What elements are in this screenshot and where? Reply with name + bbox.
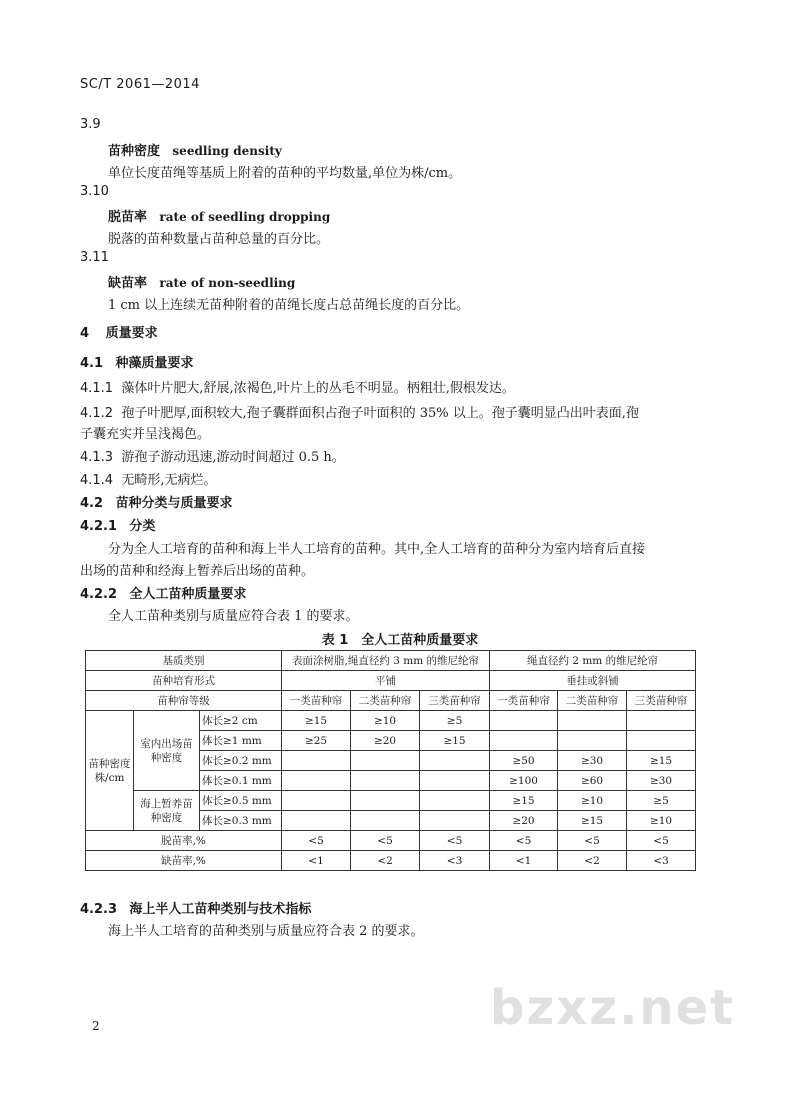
standard-number-header: SC/T 2061—2014 — [80, 77, 200, 92]
value-cell — [351, 771, 420, 791]
value-cell — [282, 791, 351, 811]
clause-paragraph — [80, 469, 216, 488]
subsection-title: 苗种分类与质量要求 — [115, 496, 233, 511]
term-heading — [108, 272, 295, 291]
grade-cell: 一类苗种帘 — [490, 691, 558, 711]
clause-number: 4.1.3 — [80, 450, 114, 465]
value-cell — [490, 711, 558, 731]
value-cell: <2 — [351, 851, 420, 871]
quality-table — [85, 650, 696, 871]
term-en: rate of seedling dropping — [159, 210, 331, 224]
value-cell: <5 — [558, 831, 627, 851]
value-cell — [558, 731, 627, 751]
value-cell: ≥5 — [420, 711, 490, 731]
clause-title: 分类 — [129, 519, 156, 534]
table-caption: 表 1 全人工苗种质量要求 — [321, 633, 479, 648]
term-definition: 单位长度苗绳等基质上附着的苗种的平均数量,单位为株/cm。 — [108, 166, 462, 181]
clause-text: 分为全人工培育的苗种和海上半人工培育的苗种。其中,全人工培育的苗种分为室内培育后直接 — [108, 542, 646, 557]
value-cell — [627, 731, 696, 751]
clause-text: 游孢子游动迅速,游动时间超过 0.5 h。 — [121, 450, 345, 465]
header-cell: 垂挂或斜铺 — [490, 671, 696, 691]
clause-heading — [80, 898, 311, 917]
value-cell: ≥10 — [351, 711, 420, 731]
value-cell: <1 — [282, 851, 351, 871]
header-cell: 苗种帘等级 — [86, 691, 282, 711]
clause-text: 海上半人工培育的苗种类别与质量应符合表 2 的要求。 — [108, 924, 424, 939]
grade-cell: 三类苗种帘 — [627, 691, 696, 711]
header-cell: 苗种培育形式 — [86, 671, 282, 691]
section-title: 质量要求 — [105, 326, 158, 341]
term-definition: 1 cm 以上连续无苗种附着的苗绳长度占总苗绳长度的百分比。 — [108, 298, 470, 313]
header-cell: 绳直径约 2 mm 的维尼纶帘 — [490, 651, 696, 671]
value-cell: <5 — [282, 831, 351, 851]
density-label-cell: 苗种密度株/cm — [86, 711, 134, 831]
clause-text: 全人工苗种类别与质量应符合表 1 的要求。 — [108, 609, 359, 624]
value-cell — [351, 791, 420, 811]
clause-text: 孢子叶肥厚,面积较大,孢子囊群面积占孢子叶面积的 35% 以上。孢子囊明显凸出叶表面,孢 — [121, 406, 639, 421]
table-header-row — [86, 691, 696, 711]
value-cell: ≥15 — [627, 751, 696, 771]
term-en: rate of non-seedling — [159, 276, 296, 290]
value-cell: ≥30 — [558, 751, 627, 771]
subsection-heading — [80, 492, 232, 511]
value-cell: <3 — [627, 851, 696, 871]
clause-number: 4.1.2 — [80, 406, 114, 421]
value-cell — [420, 771, 490, 791]
condition-cell: 体长≥0.3 mm — [200, 811, 282, 831]
section-number: 4 — [80, 326, 90, 341]
clause-paragraph — [80, 446, 345, 465]
term-zh: 苗种密度 — [108, 144, 161, 159]
value-cell — [558, 711, 627, 731]
drop-rate-label: 脱苗率,% — [86, 831, 282, 851]
value-cell: ≥50 — [490, 751, 558, 771]
clause-paragraph — [80, 402, 639, 421]
clause-number: 4.2.2 — [80, 587, 118, 602]
condition-cell: 体长≥0.5 mm — [200, 791, 282, 811]
subsection-number: 4.2 — [80, 496, 104, 511]
condition-cell: 体长≥2 cm — [200, 711, 282, 731]
value-cell: <3 — [420, 851, 490, 871]
term-heading — [108, 140, 282, 159]
value-cell: <5 — [420, 831, 490, 851]
grade-cell: 二类苗种帘 — [558, 691, 627, 711]
value-cell: ≥15 — [490, 791, 558, 811]
clause-heading — [80, 583, 246, 602]
value-cell — [420, 791, 490, 811]
clause-number: 4.2.1 — [80, 519, 118, 534]
value-cell: ≥20 — [351, 731, 420, 751]
grade-cell: 三类苗种帘 — [420, 691, 490, 711]
clause-number: 3.9 — [80, 117, 101, 132]
value-cell — [420, 811, 490, 831]
value-cell: ≥15 — [420, 731, 490, 751]
subsection-number: 4.1 — [80, 356, 104, 371]
page-number: 2 — [92, 1019, 100, 1033]
value-cell: ≥100 — [490, 771, 558, 791]
value-cell: ≥25 — [282, 731, 351, 751]
header-cell: 表面涂树脂,绳直径约 3 mm 的维尼纶帘 — [282, 651, 490, 671]
value-cell: ≥10 — [558, 791, 627, 811]
clause-paragraph — [80, 377, 515, 396]
term-zh: 缺苗率 — [108, 276, 148, 291]
indoor-label-cell: 室内出场苗种密度 — [134, 711, 200, 791]
term-en: seedling density — [172, 144, 282, 158]
term-definition: 脱落的苗种数量占苗种总量的百分比。 — [108, 232, 330, 247]
value-cell: ≥5 — [627, 791, 696, 811]
value-cell — [351, 751, 420, 771]
value-cell: <1 — [490, 851, 558, 871]
value-cell: ≥20 — [490, 811, 558, 831]
value-cell: ≥15 — [558, 811, 627, 831]
value-cell: <5 — [351, 831, 420, 851]
header-cell: 基质类别 — [86, 651, 282, 671]
grade-cell: 一类苗种帘 — [282, 691, 351, 711]
header-cell: 平铺 — [282, 671, 490, 691]
condition-cell: 体长≥0.1 mm — [200, 771, 282, 791]
site-watermark: bzxz.net — [490, 980, 736, 1036]
clause-text: 无畸形,无病烂。 — [121, 473, 217, 488]
term-heading — [108, 206, 330, 225]
value-cell — [282, 751, 351, 771]
value-cell — [351, 811, 420, 831]
table-row — [86, 851, 696, 871]
value-cell — [282, 771, 351, 791]
clause-number: 4.2.3 — [80, 902, 118, 917]
value-cell — [627, 711, 696, 731]
clause-number: 3.11 — [80, 250, 109, 265]
clause-title: 全人工苗种质量要求 — [129, 587, 247, 602]
clause-number: 4.1.4 — [80, 473, 114, 488]
value-cell: <5 — [627, 831, 696, 851]
clause-heading — [80, 515, 155, 534]
table-header-row — [86, 671, 696, 691]
table-row — [86, 791, 696, 811]
clause-number: 4.1.1 — [80, 381, 114, 396]
section-heading — [80, 322, 158, 341]
condition-cell: 体长≥1 mm — [200, 731, 282, 751]
subsection-heading — [80, 352, 193, 371]
clause-text-continued: 子囊充实并呈浅褐色。 — [80, 427, 211, 442]
subsection-title: 种藻质量要求 — [115, 356, 194, 371]
clause-text-continued: 出场的苗种和经海上暂养后出场的苗种。 — [80, 564, 315, 579]
table-header-row — [86, 651, 696, 671]
clause-title: 海上半人工苗种类别与技术指标 — [129, 902, 312, 917]
term-zh: 脱苗率 — [108, 210, 148, 225]
value-cell — [282, 811, 351, 831]
sea-label-cell: 海上暂养苗种密度 — [134, 791, 200, 831]
table-row — [86, 831, 696, 851]
condition-cell: 体长≥0.2 mm — [200, 751, 282, 771]
table-row — [86, 711, 696, 731]
clause-number: 3.10 — [80, 184, 109, 199]
value-cell — [420, 751, 490, 771]
value-cell: ≥15 — [282, 711, 351, 731]
value-cell: ≥60 — [558, 771, 627, 791]
value-cell: <5 — [490, 831, 558, 851]
clause-text: 藻体叶片肥大,舒展,浓褐色,叶片上的丛毛不明显。柄粗壮,假根发达。 — [121, 381, 515, 396]
grade-cell: 二类苗种帘 — [351, 691, 420, 711]
value-cell: <2 — [558, 851, 627, 871]
value-cell — [490, 731, 558, 751]
missing-rate-label: 缺苗率,% — [86, 851, 282, 871]
value-cell: ≥30 — [627, 771, 696, 791]
value-cell: ≥10 — [627, 811, 696, 831]
